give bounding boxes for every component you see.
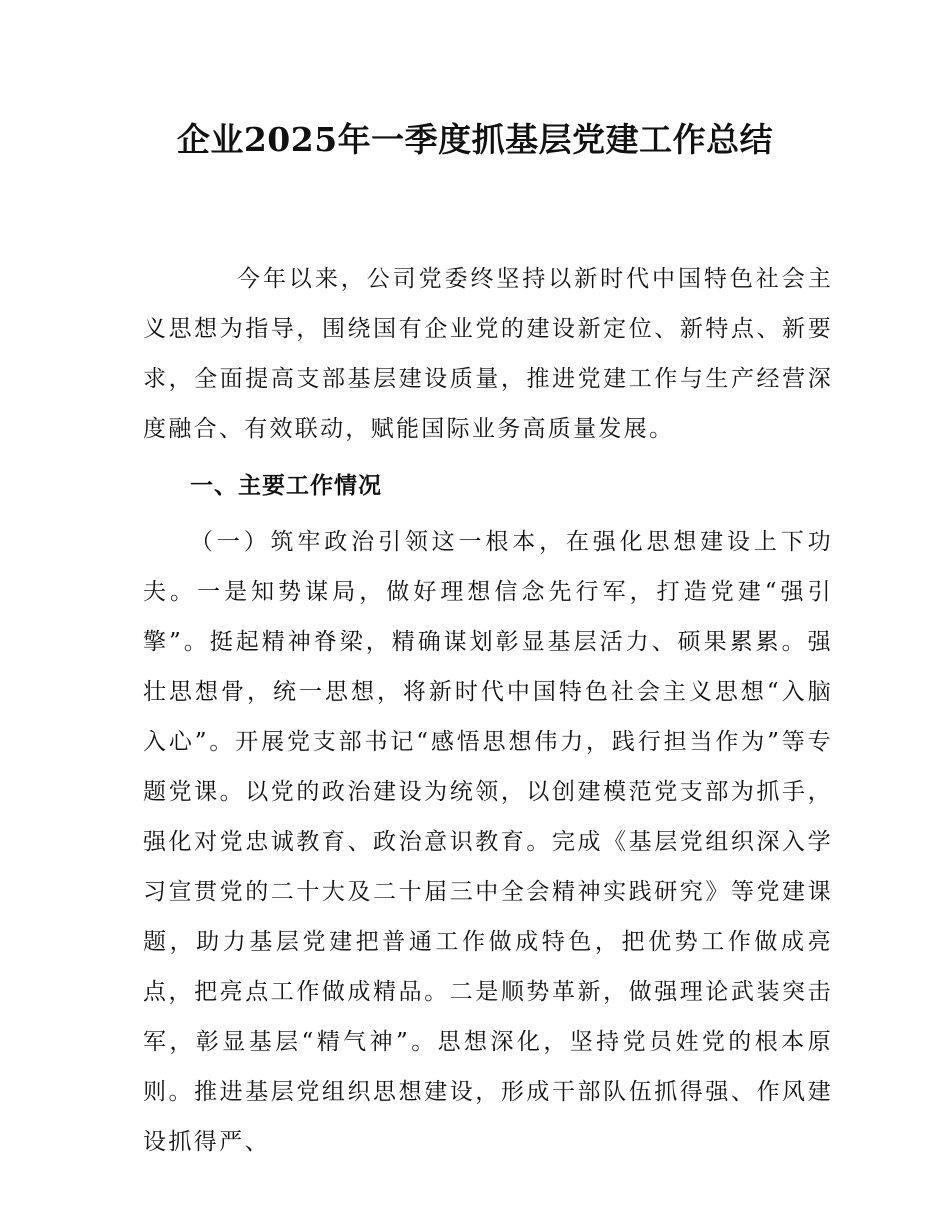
section-heading: 一、主要工作情况 bbox=[190, 473, 382, 499]
document-title: 企业2025年一季度抓基层党建工作总结 bbox=[176, 120, 774, 159]
intro-paragraph: 今年以来，公司党委终坚持以新时代中国特色社会主义思想为指导，围绕国有企业党的建设新定位、新特点、新要求，全面提高支部基层建设质量，推进党建工作与生产经营深度融合、有效联动，赋能国际业务高质量发展。 bbox=[143, 266, 833, 442]
section-paragraph: （一）筑牢政治引领这一根本，在强化思想建设上下功夫。一是知势谋局，做好理想信念先行军，打造党建“强引擎”。挺起精神脊梁，精确谋划彰显基层活力、硕果累累。强壮思想骨，统一思想，将新时代中国特色社会主义思想“入脑入心”。开展党支部书记“感悟思想伟力，践行担当作为”等专题党课。以党的政治建设为统领，以创建模范党支部为抓手，强化对党忠诚教育、政治意识教育。完成《基层党组织深入学习宣贯党的二十大及二十届三中全会精神实践研究》等党建课题，助力基层党建把普通工作做成特色，把优势工作做成亮点，把亮点工作做成精品。二是顺势革新，做强理论武装突击军，彰显基层“精气神”。思想深化，坚持党员姓党的根本原则。推进基层党组织思想建设，形成干部队伍抓得强、作风建设抓得严、 bbox=[143, 529, 833, 1155]
document-body bbox=[143, 254, 833, 1167]
